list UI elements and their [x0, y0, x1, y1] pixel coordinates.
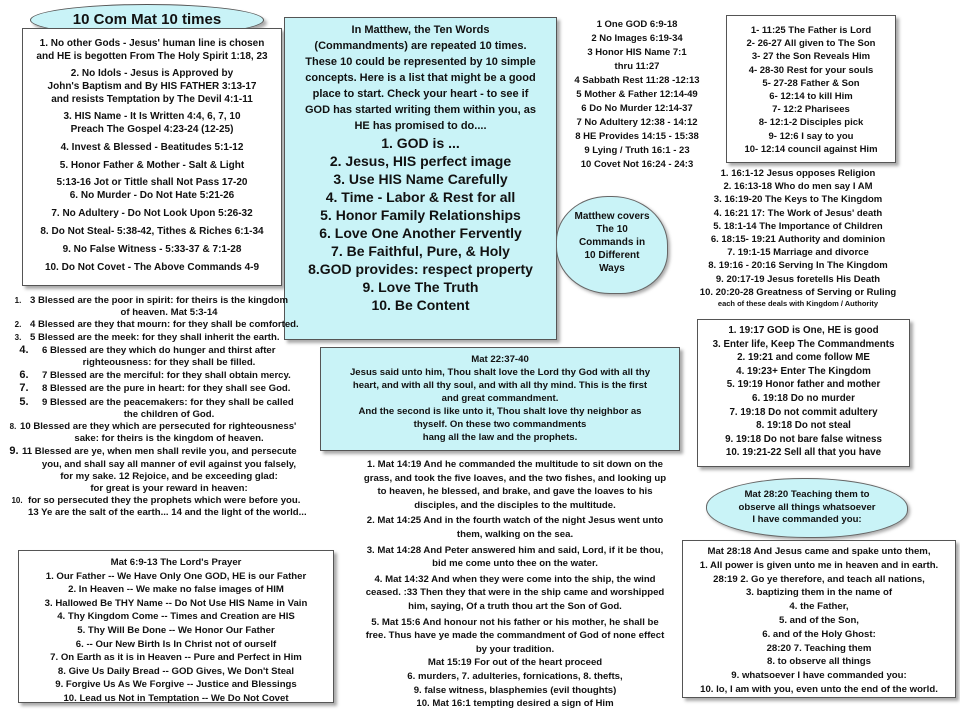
box-line: 9- 12:6 I say to you — [768, 130, 854, 142]
box-line: 7- 12:2 Pharisees — [772, 104, 850, 116]
cloud-line: I have commanded you: — [752, 514, 862, 525]
list-line: 3 Honor HIS Name 7:1 — [587, 47, 687, 58]
mat14-line: Mat 15:19 For out of the heart proceed — [427, 657, 603, 669]
cloud-line: Ways — [599, 263, 625, 274]
box1-line: 3. HIS Name - It Is Written 4:4, 6, 7, 10 — [63, 111, 241, 122]
box-line: 5- 27-28 Father & Son — [762, 77, 860, 89]
mat14-line: bid me come unto thee on the water. — [432, 558, 598, 570]
beatitude-line — [6, 495, 332, 507]
mat14-line: grass, and took the five loaves, and the two fishes, and looking up — [363, 472, 667, 484]
beatitude-number: 7. — [19, 382, 29, 395]
mat28-line: 10. lo, I am with you, even unto the end of the world. — [700, 683, 938, 695]
box-line: 1- 11:25 The Father is Lord — [750, 25, 872, 36]
list-line: 7. 19:1-15 Marriage and divorce — [727, 247, 869, 259]
mat14-line: to heaven, he blessed, and brake, and gave the loaves to his — [377, 486, 653, 498]
mat14-line: him, saying, Of a truth thou art the Son of God. — [408, 600, 622, 612]
box-line: 2. 19:21 and come follow ME — [737, 352, 870, 364]
mat14-line: 1. Mat 14:19 And he commanded the multitude to sit down on the — [366, 459, 663, 470]
ten-concepts-box — [284, 17, 557, 340]
mat28-line: 9. whatsoever I have commanded you: — [731, 670, 907, 682]
beatitudes-block — [6, 295, 332, 520]
mat22-ref: Mat 22:37-40 — [471, 354, 529, 365]
mat14-line: 4. Mat 14:32 And when they were come into the ship, the wind — [374, 573, 656, 585]
list-line: 1 One GOD 6:9-18 — [596, 19, 678, 30]
mat14-line: 2. Mat 14:25 And in the fourth watch of the night Jesus went unto — [366, 515, 664, 527]
beatitude-text: righteousness: for they shall be filled. — [82, 357, 256, 369]
beatitude-text: the children of God. — [123, 408, 215, 420]
intro-line: In Matthew, the Ten Words — [351, 24, 490, 36]
box-line: 1. 19:17 GOD is One, HE is good — [728, 325, 879, 336]
beatitude-text: 11 Blessed are ye, when men shall revile you, and persecute — [22, 446, 297, 458]
box1-line: 7. No Adultery - Do Not Look Upon 5:26-32 — [51, 208, 253, 219]
concept-line: 8.GOD provides: respect property — [308, 261, 533, 277]
lords-prayer-line: 3. Hallowed Be THY Name -- Do Not Use HIS Name in Vain — [44, 597, 308, 609]
beatitude-line — [6, 332, 332, 344]
beatitude-number: 5. — [19, 395, 29, 408]
intro-line: GOD has started writing them within you, as — [304, 104, 537, 116]
lords-prayer-title: Mat 6:9-13 The Lord's Prayer — [110, 557, 242, 568]
box-line: 4- 28-30 Rest for your souls — [748, 64, 874, 76]
beatitude-number: 6. — [19, 369, 29, 382]
mat14-line: 10. Mat 16:1 tempting desired a sign of Him — [416, 698, 614, 710]
commandments-box-mat1-7 — [22, 28, 282, 286]
mat22-line: thyself. On these two commandments — [413, 419, 587, 430]
list-line: 9 Lying / Truth 16:1 - 23 — [584, 145, 690, 156]
box-line: 2- 26-27 All given to The Son — [746, 38, 876, 50]
lords-prayer-line: 4. Thy Kingdom Come -- Times and Creation are HIS — [57, 611, 295, 623]
box1-line: 5:13-16 Jot or Tittle shall Not Pass 17-20 — [56, 177, 248, 188]
box1-line: 4. Invest & Blessed - Beatitudes 5:1-12 — [60, 142, 244, 153]
mat22-line: hang all the law and the prophets. — [422, 432, 578, 443]
beatitude-line — [6, 382, 332, 395]
mat28-line: 6. and of the Holy Ghost: — [762, 628, 876, 640]
concept-line: 6. Love One Another Fervently — [319, 225, 522, 241]
list-mat16-20 — [680, 167, 916, 309]
beatitude-line — [6, 471, 332, 483]
intro-line: concepts. Here is a list that might be a good — [305, 72, 536, 84]
box-mat11-12 — [726, 15, 896, 163]
mat14-line: ceased. :33 Then they that were in the ship came and worshipped — [365, 587, 665, 599]
beatitude-number: 9. — [9, 445, 19, 458]
beatitude-line — [6, 433, 332, 445]
mat22-box — [320, 347, 680, 451]
lords-prayer-line: 1. Our Father -- We Have Only One GOD, HE is our Father — [45, 570, 307, 582]
box1-line: 2. No Idols - Jesus is Approved by — [70, 68, 234, 79]
lords-prayer-line: 9. Forgive Us As We Forgive -- Justice and Blessings — [55, 679, 297, 691]
list-line: 2 No Images 6:19-34 — [591, 33, 683, 44]
list-line: 1. 16:1-12 Jesus opposes Religion — [720, 168, 876, 179]
concept-line: 3. Use HIS Name Carefully — [333, 171, 508, 187]
beatitude-number: 4. — [19, 343, 29, 356]
concept-line: 9. Love The Truth — [362, 279, 479, 295]
list-note: each of these deals with Kingdom / Authority — [717, 299, 879, 309]
beatitude-line — [6, 507, 332, 519]
box-line: 8. 19:18 Do not steal — [756, 420, 851, 432]
mat22-line: heart, and with all thy soul, and with all thy mind. This is the first — [352, 380, 648, 391]
list-line: 8 HE Provides 14:15 - 15:38 — [575, 131, 699, 142]
beatitude-text: 6 Blessed are they which do hunger and thirst after — [42, 344, 276, 356]
mat28-line: Mat 28:18 And Jesus came and spake unto them, — [707, 546, 931, 557]
beatitude-line — [6, 357, 332, 369]
cloud-line: observe all things whatsoever — [738, 501, 876, 513]
lords-prayer-line: 8. Give Us Daily Bread -- GOD Gives, We Don't Steal — [57, 665, 295, 677]
list-line: 10. 20:20-28 Greatness of Serving or Ruling — [699, 286, 897, 298]
list-mat6-24 — [562, 18, 712, 172]
list-line: 9. 20:17-19 Jesus foretells His Death — [715, 273, 881, 285]
mat14-line: 6. murders, 7. adulteries, fornications, 8. thefts, — [407, 670, 623, 682]
box-line: 9. 19:18 Do not bare false witness — [725, 433, 882, 445]
box1-line: and resists Temptation by The Devil 4:1-11 — [51, 94, 253, 105]
box1-line: 6. No Murder - Do Not Hate 5:21-26 — [69, 190, 235, 201]
box1-line: 5. Honor Father & Mother - Salt & Light — [59, 160, 245, 171]
intro-line: place to start. Check your heart - to see if — [312, 88, 529, 100]
lords-prayer-line: 5. Thy Will Be Done -- We Honor Our Father — [77, 624, 275, 636]
intro-line: HE has promised to do.... — [354, 120, 487, 132]
beatitude-text: 5 Blessed are the meek: for they shall inherit the earth. — [30, 331, 280, 343]
intro-line: (Commandments) are repeated 10 times. — [314, 40, 527, 52]
mat22-line: and great commandment. — [441, 393, 559, 404]
mat28-line: 28:19 2. Go ye therefore, and teach all nations, — [713, 573, 925, 585]
title-text: 10 Com Mat 10 times — [72, 11, 222, 28]
cloud-mat28-20 — [706, 478, 908, 538]
mat14-line: 3. Mat 14:28 And Peter answered him and said, Lord, if it be thou, — [366, 544, 664, 556]
lords-prayer-line: 6. -- Our New Birth Is In Christ not of ourself — [75, 638, 277, 650]
beatitude-text: 4 Blessed are they that mourn: for they shall be comforted. — [30, 319, 299, 331]
beatitude-text: 3 Blessed are the poor in spirit: for theirs is the kingdom — [30, 295, 289, 306]
cloud-line: The 10 — [596, 224, 628, 235]
cloud-matthew-covers — [556, 196, 668, 294]
concept-line: 4. Time - Labor & Rest for all — [325, 189, 516, 205]
box1-line: 8. Do Not Steal- 5:38-42, Tithes & Riches 6:1-34 — [40, 226, 264, 237]
box-line: 3- 27 the Son Reveals Him — [751, 51, 871, 63]
mat28-box — [682, 540, 956, 698]
intro-line: These 10 could be represented by 10 simple — [305, 56, 536, 68]
box-line: 5. 19:19 Honor father and mother — [726, 379, 881, 391]
mat14-line: free. Thus have ye made the commandment of God of none effect — [365, 630, 665, 642]
mat28-line: 28:20 7. Teaching them — [766, 642, 872, 654]
concept-line: 5. Honor Family Relationships — [320, 207, 521, 223]
beatitude-line — [6, 459, 332, 471]
cloud-line: Matthew covers — [574, 211, 650, 222]
beatitude-line — [6, 369, 332, 382]
beatitude-text: you, and shall say all manner of evil against you falsely, — [41, 458, 297, 470]
box1-line: 9. No False Witness - 5:33-37 & 7:1-28 — [62, 244, 242, 255]
list-line: 4. 16:21 17: The Work of Jesus' death — [713, 207, 883, 219]
box-line: 3. Enter life, Keep The Commandments — [712, 338, 895, 350]
box-line: 7. 19:18 Do not commit adultery — [729, 406, 878, 418]
beatitude-text: for so persecuted they the prophets which were before you. — [28, 495, 301, 507]
box-line: 6- 12:14 to kill Him — [769, 91, 853, 103]
beatitude-line — [6, 319, 332, 331]
list-line: 2. 16:13-18 Who do men say I AM — [723, 181, 873, 193]
beatitude-number: 10. — [11, 496, 23, 506]
mat28-line: 1. All power is given unto me in heaven and in earth. — [699, 559, 939, 571]
beatitude-line — [6, 344, 332, 357]
box-line: 10- 12:14 council against Him — [744, 143, 878, 155]
concept-line: 2. Jesus, HIS perfect image — [329, 153, 512, 169]
mat14-line: 5. Mat 15:6 And honour not his father or his mother, he shall be — [371, 616, 659, 628]
mat28-line: 4. the Father, — [789, 601, 849, 613]
beatitude-line — [6, 307, 332, 319]
beatitude-line — [6, 409, 332, 421]
list-line: 10 Covet Not 16:24 - 24:3 — [580, 159, 694, 170]
mat14-line: them, walking on the sea. — [456, 528, 574, 540]
beatitude-line — [6, 295, 332, 307]
mat22-line: And the second is like unto it, Thou shalt love thy neighbor as — [358, 406, 642, 417]
box1-line: and HE is begotten From The Holy Spirit 1:18, 23 — [36, 51, 268, 62]
concept-line: 1. GOD is ... — [381, 135, 460, 151]
beatitude-number: 3. — [14, 332, 22, 342]
list-line: 7 No Adultery 12:38 - 14:12 — [576, 117, 698, 128]
beatitude-number: 2. — [14, 320, 22, 330]
list-line: 6 Do No Murder 12:14-37 — [581, 103, 693, 114]
beatitude-text: 13 Ye are the salt of the earth... 14 and the light of the world... — [28, 507, 307, 519]
lords-prayer-line: 7. On Earth as it is in Heaven -- Pure and Perfect in Him — [50, 652, 302, 664]
box-mat19 — [697, 319, 910, 467]
beatitude-text: 10 Blessed are they which are persecuted for righteousness' — [20, 421, 297, 433]
mat14-line: 9. false witness, blasphemies (evil thoughts) — [413, 684, 617, 696]
beatitude-line — [6, 421, 332, 433]
box-line: 6. 19:18 Do no murder — [752, 392, 855, 404]
mat22-line: Jesus said unto him, Thou shalt love the Lord thy God with all thy — [349, 367, 651, 378]
concept-line: 10. Be Content — [371, 297, 470, 313]
list-line: 5 Mother & Father 12:14-49 — [576, 89, 698, 100]
mat14-line: disciples, and the disciples to the multitude. — [414, 499, 616, 511]
mat28-line: 8. to observe all things — [767, 656, 871, 668]
beatitude-line — [6, 396, 332, 409]
box1-line: John's Baptism and By HIS FATHER 3:13-17 — [47, 81, 257, 92]
list-line: thru 11:27 — [614, 61, 660, 72]
beatitude-text: 7 Blessed are the merciful: for they shall obtain mercy. — [42, 370, 291, 382]
beatitude-text: 8 Blessed are the pure in heart: for they shall see God. — [42, 383, 291, 395]
beatitude-number: 1. — [14, 296, 22, 305]
box-line: 10. 19:21-22 Sell all that you have — [725, 447, 882, 459]
lords-prayer-box — [18, 550, 334, 703]
beatitude-number: 8. — [9, 422, 17, 432]
lords-prayer-line: 2. In Heaven -- We make no false images of HIM — [68, 584, 284, 596]
box1-line: Preach The Gospel 4:23-24 (12-25) — [70, 124, 234, 135]
beatitude-text: of heaven. Mat 5:3-14 — [120, 307, 218, 319]
mat28-line: 3. baptizing them in the name of — [745, 587, 893, 599]
box1-line: 1. No other Gods - Jesus' human line is chosen — [39, 38, 265, 49]
box-line: 4. 19:23+ Enter The Kingdom — [736, 365, 871, 377]
beatitude-line — [6, 445, 332, 458]
beatitude-line — [6, 483, 332, 495]
box1-line: 10. Do Not Covet - The Above Commands 4-9 — [44, 262, 260, 273]
beatitude-text: for my sake. 12 Rejoice, and be exceeding glad: — [60, 470, 278, 482]
list-line: 8. 19:16 - 20:16 Serving In The Kingdom — [708, 260, 888, 272]
mat28-line: 5. and of the Son, — [779, 614, 859, 626]
list-line: 3. 16:19-20 The Keys to The Kingdom — [713, 194, 883, 206]
beatitude-text: for great is your reward in heaven: — [90, 483, 248, 495]
beatitude-text: sake: for theirs is the kingdom of heaven. — [74, 433, 264, 445]
list-line: 6. 18:15- 19:21 Authority and dominion — [710, 234, 886, 246]
list-line: 5. 18:1-14 The Importance of Children — [713, 220, 883, 232]
concept-line: 7. Be Faithful, Pure, & Holy — [331, 243, 510, 259]
list-line: 4 Sabbath Rest 11:28 -12:13 — [574, 75, 700, 86]
lords-prayer-line: 10. Lead us Not in Temptation -- We Do Not Covet — [63, 692, 289, 704]
box-line: 8- 12:1-2 Disciples pick — [758, 117, 864, 129]
mat14-16-block — [340, 458, 690, 711]
mat14-line: by your tradition. — [475, 643, 555, 655]
beatitude-text: 9 Blessed are the peacemakers: for they shall be called — [42, 396, 294, 408]
cloud-line: Commands in — [578, 237, 646, 248]
cloud-line: 10 Different — [584, 250, 640, 261]
cloud-line: Mat 28:20 Teaching them to — [744, 489, 870, 500]
